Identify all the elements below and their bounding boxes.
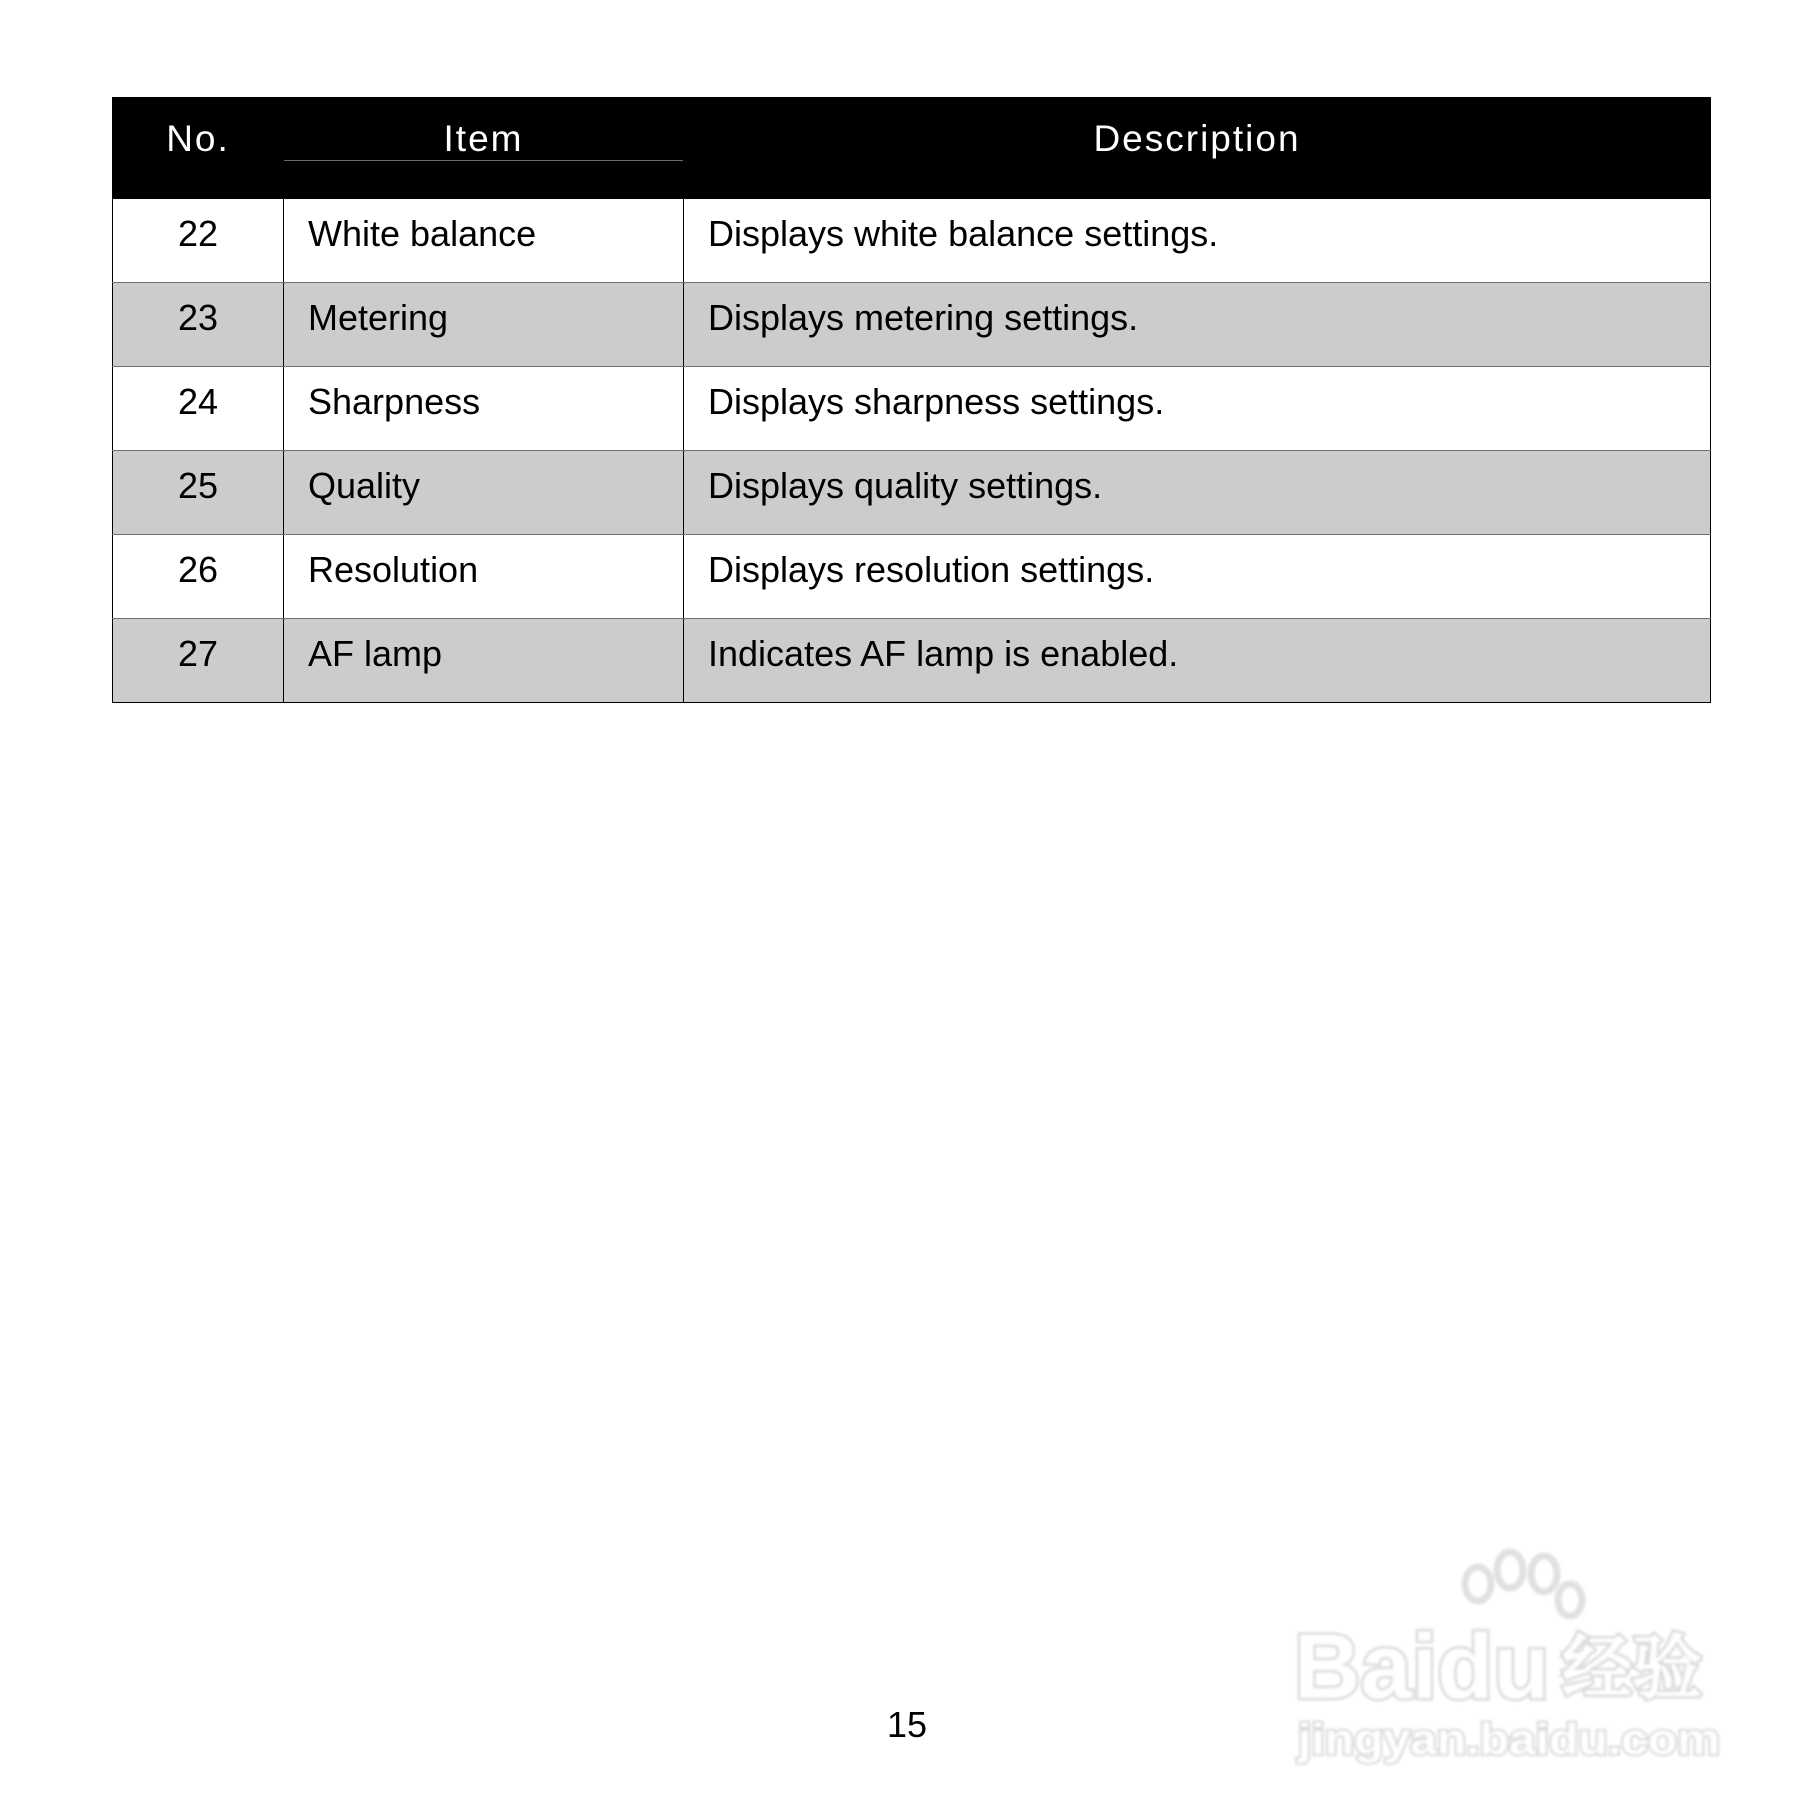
baidu-jingyan-watermark bbox=[1290, 1540, 1730, 1770]
row-item-cell bbox=[284, 535, 684, 619]
row-number-cell bbox=[113, 283, 284, 367]
row-number-cell bbox=[113, 199, 284, 283]
row-item: Metering bbox=[308, 297, 449, 338]
row-number: 23 bbox=[177, 297, 219, 338]
icon-description-table bbox=[112, 97, 1711, 703]
row-description: Displays sharpness settings. bbox=[708, 381, 1165, 422]
row-number: 27 bbox=[177, 633, 219, 674]
row-number-cell bbox=[113, 535, 284, 619]
row-description: Displays resolution settings. bbox=[708, 549, 1155, 590]
watermark-brand: Baidu bbox=[1294, 1616, 1550, 1718]
table-header-row bbox=[113, 98, 1711, 199]
header-item-underline bbox=[284, 160, 683, 161]
header-item-label: Item bbox=[443, 118, 524, 159]
row-number: 24 bbox=[177, 381, 219, 422]
row-description-cell bbox=[684, 367, 1711, 451]
row-item-cell bbox=[284, 451, 684, 535]
row-number: 22 bbox=[177, 213, 219, 254]
row-item: AF lamp bbox=[308, 633, 443, 674]
row-item: Resolution bbox=[308, 549, 479, 590]
header-description bbox=[684, 98, 1711, 199]
row-description: Displays white balance settings. bbox=[708, 213, 1219, 254]
table-row bbox=[113, 619, 1711, 703]
header-item bbox=[284, 98, 684, 199]
row-number-cell bbox=[113, 367, 284, 451]
header-no bbox=[113, 98, 284, 199]
row-item: Sharpness bbox=[308, 381, 481, 422]
page-number: 15 bbox=[886, 1704, 928, 1745]
row-item: Quality bbox=[308, 465, 421, 506]
row-item: White balance bbox=[308, 213, 537, 254]
header-description-label: Description bbox=[1093, 118, 1301, 159]
row-item-cell bbox=[284, 199, 684, 283]
spec-table-container bbox=[112, 97, 1710, 703]
row-number-cell bbox=[113, 451, 284, 535]
row-description-cell bbox=[684, 451, 1711, 535]
table-row bbox=[113, 535, 1711, 619]
row-description-cell bbox=[684, 283, 1711, 367]
table-row bbox=[113, 367, 1711, 451]
header-no-label: No. bbox=[166, 118, 230, 159]
row-description: Indicates AF lamp is enabled. bbox=[708, 633, 1179, 674]
row-item-cell bbox=[284, 619, 684, 703]
row-description: Displays quality settings. bbox=[708, 465, 1103, 506]
row-number: 25 bbox=[177, 465, 219, 506]
watermark-chinese: 经验 bbox=[1562, 1627, 1702, 1709]
row-number: 26 bbox=[177, 549, 219, 590]
row-item-cell bbox=[284, 283, 684, 367]
row-description-cell bbox=[684, 535, 1711, 619]
row-description: Displays metering settings. bbox=[708, 297, 1139, 338]
watermark-url: jingyan.baidu.com bbox=[1296, 1715, 1720, 1764]
row-item-cell bbox=[284, 367, 684, 451]
table-row bbox=[113, 283, 1711, 367]
row-description-cell bbox=[684, 619, 1711, 703]
paw-print-icon bbox=[1465, 1552, 1582, 1616]
row-number-cell bbox=[113, 619, 284, 703]
table-row bbox=[113, 199, 1711, 283]
table-row bbox=[113, 451, 1711, 535]
row-description-cell bbox=[684, 199, 1711, 283]
